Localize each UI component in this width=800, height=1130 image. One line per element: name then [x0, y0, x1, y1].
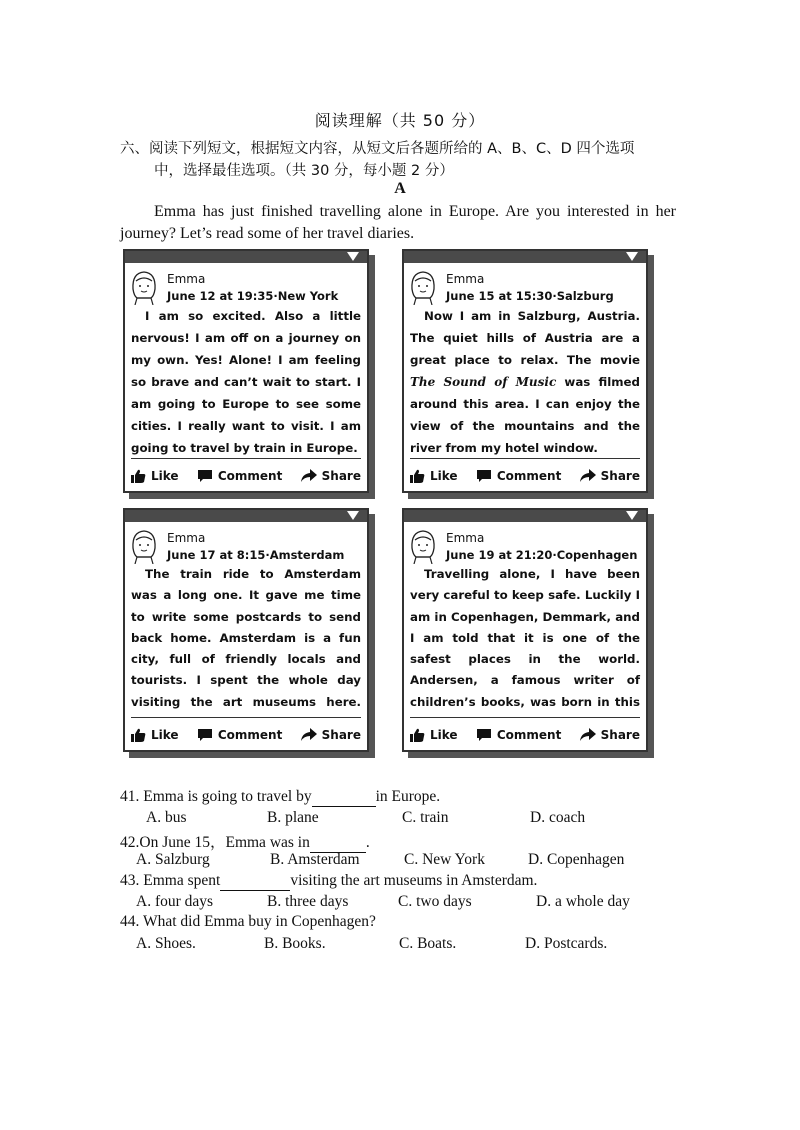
comment-button[interactable]: Comment	[197, 469, 282, 483]
avatar-icon	[129, 528, 159, 564]
section-label: A	[394, 180, 406, 197]
like-button[interactable]: Like	[131, 728, 179, 742]
dropdown-arrow-icon[interactable]	[626, 511, 638, 520]
share-button[interactable]: Share	[580, 728, 640, 742]
dropdown-arrow-icon[interactable]	[626, 252, 638, 261]
diary-post-2	[402, 249, 648, 493]
answer-blank[interactable]	[220, 872, 290, 891]
post-username[interactable]: Emma	[446, 531, 485, 545]
comment-button[interactable]: Comment	[197, 728, 282, 742]
thumbs-up-icon	[131, 469, 146, 483]
share-arrow-icon	[301, 469, 317, 483]
question-43-option-b[interactable]: B. three days	[267, 893, 349, 910]
share-arrow-icon	[580, 728, 596, 742]
question-44-option-d[interactable]: D. Postcards.	[525, 935, 608, 952]
post-header-bar	[125, 510, 367, 522]
question-42: 42.On June 15，Emma was in .	[120, 834, 370, 851]
post-timestamp-location: June 12 at 19:35·New York	[167, 289, 339, 303]
post-text: I am so excited. Also a little nervous! I am off on a journey on my own. Yes! Alone! I am feeling so brave and can’t wait to start. I am going to Europe to see some cities. I really want to visit. I am going to travel by train in Europe.	[131, 309, 361, 455]
thumbs-up-icon	[131, 728, 146, 742]
avatar-icon	[408, 528, 438, 564]
post-actions	[131, 458, 361, 483]
question-44: 44. What did Emma buy in Copenhagen?	[120, 913, 376, 930]
question-42-option-c[interactable]: C. New York	[404, 851, 485, 868]
page-title: 阅读理解（共 50 分）	[314, 111, 486, 130]
dropdown-arrow-icon[interactable]	[347, 252, 359, 261]
question-41-option-b[interactable]: B. plane	[267, 809, 319, 826]
post-text: The train ride to Amsterdam was a long one. It gave me time to write some postcards to send back home. Amsterdam is a fun city, full of friendly locals and tourists. I spent the whole day visiting the art museums here.	[131, 567, 361, 709]
question-41: 41. Emma is going to travel by in Europe.	[120, 788, 441, 805]
comment-icon	[476, 728, 492, 742]
question-42-option-a[interactable]: A. Salzburg	[136, 851, 210, 868]
post-text: Travelling alone, I have been very careful to keep safe. Luckily I am in Copenhagen, Demmark, and I am told that it is one of the safest places in the world. Andersen, a famous writer of children’s books, was born in this	[410, 567, 640, 709]
post-timestamp-location: June 17 at 8:15·Amsterdam	[167, 548, 345, 562]
comment-icon	[197, 469, 213, 483]
question-41-option-c[interactable]: C. train	[402, 809, 449, 826]
avatar-icon	[129, 269, 159, 305]
question-42-option-d[interactable]: D. Copenhagen	[528, 851, 625, 868]
question-43: 43. Emma spent visiting the art museums in Amsterdam.	[120, 872, 538, 889]
question-44-option-c[interactable]: C. Boats.	[399, 935, 457, 952]
post-timestamp-location: June 19 at 21:20·Copenhagen	[446, 548, 638, 562]
post-actions	[410, 458, 640, 483]
post-header-bar	[125, 251, 367, 263]
diary-post-3	[123, 508, 369, 752]
question-43-option-c[interactable]: C. two days	[398, 893, 472, 910]
answer-blank[interactable]	[312, 788, 376, 807]
question-42-option-b[interactable]: B. Amsterdam	[270, 851, 360, 868]
share-button[interactable]: Share	[301, 728, 361, 742]
share-button[interactable]: Share	[580, 469, 640, 483]
intro-paragraph: Emma has just finished travelling alone in Europe. Are you interested in her journey? Let’s read some of her travel diaries.	[120, 203, 676, 242]
comment-button[interactable]: Comment	[476, 469, 561, 483]
thumbs-up-icon	[410, 728, 425, 742]
diary-post-1	[123, 249, 369, 493]
question-41-option-d[interactable]: D. coach	[530, 809, 586, 826]
post-username[interactable]: Emma	[167, 531, 206, 545]
like-button[interactable]: Like	[410, 728, 458, 742]
comment-icon	[476, 469, 492, 483]
like-button[interactable]: Like	[131, 469, 179, 483]
movie-title: The Sound of Music	[410, 375, 557, 389]
post-header-bar	[404, 510, 646, 522]
comment-icon	[197, 728, 213, 742]
question-44-option-a[interactable]: A. Shoes.	[136, 935, 196, 952]
post-username[interactable]: Emma	[167, 272, 206, 286]
post-text: Now I am in Salzburg, Austria. The quiet hills of Austria are a great place to relax. The movie The Sound of Music was filmed around this area. I can enjoy the view of the mountains and the river from my hotel window.	[410, 309, 640, 455]
question-43-option-d[interactable]: D. a whole day	[536, 893, 630, 910]
share-arrow-icon	[580, 469, 596, 483]
instructions	[120, 138, 690, 182]
diary-post-4	[402, 508, 648, 752]
like-button[interactable]: Like	[410, 469, 458, 483]
question-41-option-a[interactable]: A. bus	[146, 809, 187, 826]
question-43-option-a[interactable]: A. four days	[136, 893, 214, 910]
post-username[interactable]: Emma	[446, 272, 485, 286]
instruction-line-2: 中，选择最佳选项。（共 30 分，每小题 2 分）	[154, 163, 454, 179]
share-button[interactable]: Share	[301, 469, 361, 483]
instruction-line-1: 六、阅读下列短文，根据短文内容，从短文后各题所给的 A、B、C、D 四个选项	[120, 141, 635, 157]
comment-button[interactable]: Comment	[476, 728, 561, 742]
post-timestamp-location: June 15 at 15:30·Salzburg	[446, 289, 614, 303]
post-header-bar	[404, 251, 646, 263]
share-arrow-icon	[301, 728, 317, 742]
avatar-icon	[408, 269, 438, 305]
post-actions	[131, 717, 361, 742]
question-44-option-b[interactable]: B. Books.	[264, 935, 326, 952]
thumbs-up-icon	[410, 469, 425, 483]
dropdown-arrow-icon[interactable]	[347, 511, 359, 520]
post-actions	[410, 717, 640, 742]
